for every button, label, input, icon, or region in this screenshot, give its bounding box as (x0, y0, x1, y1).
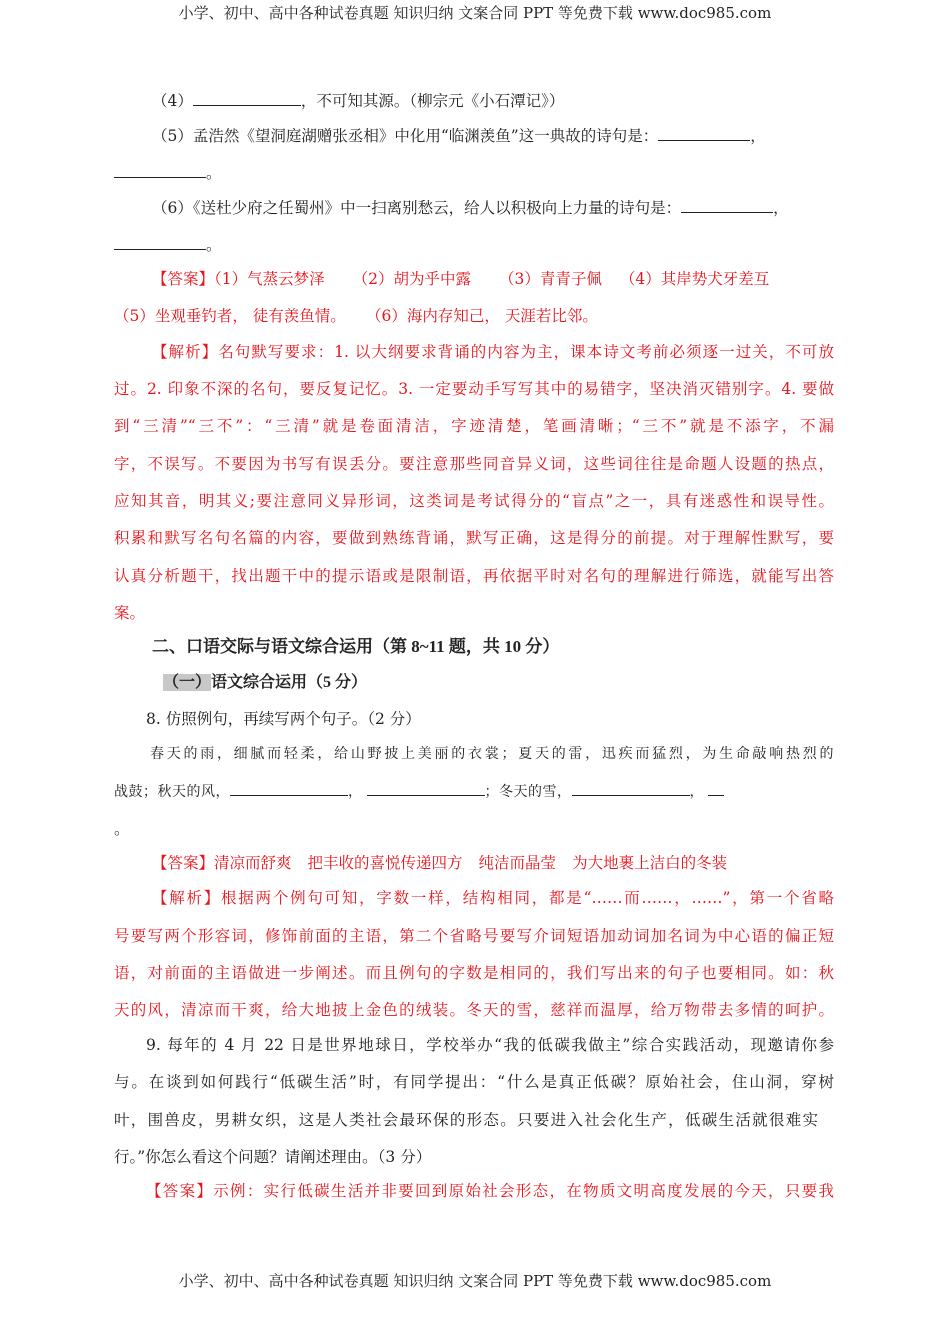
answer-part: （4）其岸势犬牙差互 (619, 270, 770, 288)
answer-blank[interactable] (367, 781, 485, 796)
answer-part: 清凉而舒爽 (214, 854, 292, 872)
q9-stem-line: 与。在谈到如何践行“低碳生活”时，有同学提出：“什么是真正低碳？原始社会，住山洞，穿树 (114, 1073, 834, 1091)
analysis-tag: 【解析】 (152, 889, 222, 907)
punct: ， (750, 127, 766, 145)
punct: ， (348, 784, 363, 800)
analysis-line: 案。 (114, 604, 146, 622)
analysis-line: 过。2. 印象不深的名句，要反复记忆。3. 一定要动手写写其中的易错字，坚决消灭错别字。4. 要做 (114, 380, 834, 398)
q8-example: 春天的雨，细腻而轻柔，给山野披上美丽的衣裳；夏天的雷，迅疾而猛烈，为生命敲响热烈的 (150, 746, 834, 762)
answer-part: （5）坐观垂钓者， 徒有羡鱼情。 (114, 307, 346, 325)
q7-item-5-cont (114, 162, 222, 184)
q9-stem-line: 9. 每年的 4 月 22 日是世界地球日，学校举办“我的低碳我做主”综合实践活动，现邀请你参 (146, 1036, 834, 1054)
q9-answer (146, 1180, 834, 1202)
q7-analysis (152, 341, 834, 363)
answer-part: （2）胡为乎中露 (352, 270, 472, 288)
analysis-line: 字，不误写。不要因为书写有误丢分。要注意那些同音异义词，这些词往往是命题人设题的热点， (114, 455, 834, 473)
q7-item-5 (152, 125, 766, 147)
answer-blank[interactable] (681, 198, 773, 213)
answer-blank[interactable] (230, 781, 348, 796)
answer-blank[interactable] (658, 126, 750, 141)
answer-part: 为大地裹上洁白的冬装 (572, 854, 728, 872)
subsection-label: 语文综合运用（5 分） (211, 674, 368, 691)
analysis-line: 名句默写要求：1. 以大纲要求背诵的内容为主，课本诗文考前必须逐一过关，不可放 (218, 343, 834, 361)
q7-item-4 (152, 90, 564, 112)
analysis-line: 号要写两个形容词，修饰前面的主语，第二个省略号要写介词短语加动词加名词为中心语的偏正短 (114, 927, 834, 945)
answer-blank[interactable] (572, 781, 690, 796)
punct: 。 (206, 236, 222, 254)
q8-analysis (152, 887, 834, 909)
punct: 。 (206, 164, 222, 182)
answer-text: 示例：实行低碳生活并非要回到原始社会形态，在物质文明高度发展的今天，只要我 (213, 1182, 834, 1200)
subsection-title (163, 672, 367, 694)
q7-item-6-cont (114, 234, 222, 256)
section-title: 二、口语交际与语文综合运用（第 8~11 题，共 10 分） (152, 637, 560, 656)
analysis-line: 应知其音，明其义;要注意同义异形词，这类词是考试得分的“盲点”之一，具有迷惑性和误导性。 (114, 492, 834, 510)
example-text: 战鼓；秋天的风， (114, 784, 230, 800)
answer-blank[interactable] (193, 91, 301, 106)
item-number: （4） (152, 92, 193, 110)
q7-answer (152, 268, 769, 290)
q8-stem: 8. 仿照例句，再续写两个句子。（2 分） (146, 710, 421, 728)
q7-answer-cont (114, 305, 598, 327)
answer-tag: 【答案】 (146, 1182, 214, 1200)
punct: ， (689, 784, 704, 800)
q8-answer (152, 852, 727, 874)
q8-example-cont (114, 781, 724, 803)
q9-stem-line: 叶，围兽皮，男耕女织，这是人类社会最环保的形态。只要进入社会化生产，低碳生活就很难实 (114, 1111, 818, 1129)
punct: ， (773, 199, 789, 217)
item-text: ，不可知其源。（柳宗元《小石潭记》） (300, 92, 565, 110)
analysis-tag: 【解析】 (152, 343, 219, 361)
q9-stem-line: 行。”你怎么看这个问题？请阐述理由。（3 分） (114, 1148, 432, 1166)
answer-part: （3）青青子佩 (499, 270, 602, 288)
answer-part: 纯洁而晶莹 (478, 854, 557, 872)
analysis-line: 到“三清”“三不”：“三清”就是卷面清洁，字迹清楚，笔画清晰；“三不”就是不添字，不漏 (114, 417, 834, 435)
answer-blank[interactable] (114, 163, 206, 178)
answer-part: （1）气蒸云梦泽 (214, 270, 325, 288)
item-text: （6）《送杜少府之任蜀州》中一扫离别愁云，给人以积极向上力量的诗句是： (152, 199, 682, 217)
punct: 。 (114, 820, 130, 838)
analysis-line: 语，对前面的主语做进一步阐述。而且例句的字数是相同的，我们写出来的句子也要相同。如：秋 (114, 964, 834, 982)
answer-tag: 【答案】 (152, 854, 215, 872)
subsection-marker: （一） (163, 674, 212, 691)
analysis-line: 根据两个例句可知，字数一样，结构相同，都是“……而……，……”，第一个省略 (221, 889, 834, 907)
answer-part: （6）海内存知己， 天涯若比邻。 (373, 307, 598, 325)
answer-blank[interactable] (114, 235, 206, 250)
analysis-line: 积累和默写名句名篇的内容，要做到熟练背诵，默写正确，这是得分的前提。对于理解性默写，要 (114, 529, 834, 547)
answer-blank[interactable] (708, 781, 724, 796)
answer-part: 把丰收的喜悦传递四方 (307, 854, 463, 872)
page-header: 小学、初中、高中各种试卷真题 知识归纳 文案合同 PPT 等免费下载 www.doc985.com (178, 4, 772, 22)
example-text: ；冬天的雪， (484, 784, 572, 800)
page-footer: 小学、初中、高中各种试卷真题 知识归纳 文案合同 PPT 等免费下载 www.doc985.com (178, 1272, 772, 1290)
item-text: （5）孟浩然《望洞庭湖赠张丞相》中化用“临渊羡鱼”这一典故的诗句是： (152, 127, 659, 145)
analysis-line: 天的风，清凉而干爽，给大地披上金色的绒装。冬天的雪，慈祥而温厚，给万物带去多情的呵护。 (114, 1001, 834, 1019)
analysis-line: 认真分析题干，找出题干中的提示语或是限制语，再依据平时对名句的理解进行筛选，就能写出答 (114, 567, 834, 585)
q7-item-6 (152, 197, 789, 219)
answer-tag: 【答案】 (152, 270, 215, 288)
